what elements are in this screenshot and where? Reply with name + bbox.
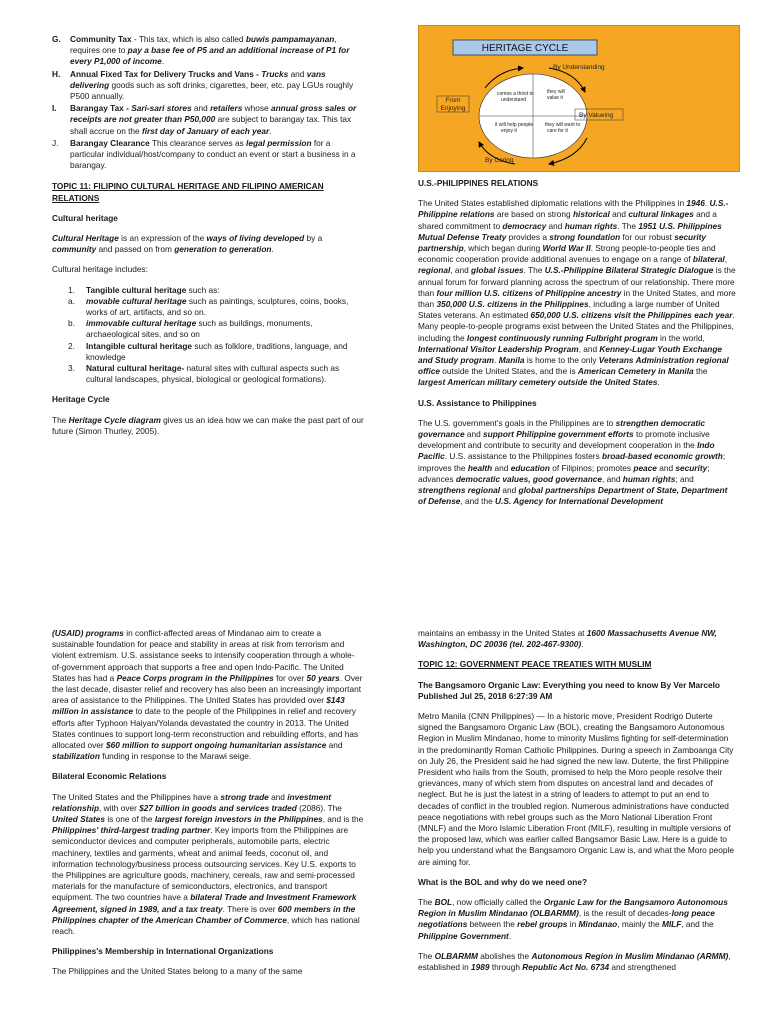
bilateral-paragraph: The United States and the Philippines have a strong trade and investment relationship, with over $27 billion in goods and services traded (2086). The United States is one of the largest foreign investors in the Philippines, and is the Philippines' third-largest trading partner. Key imports from the Philippines are semiconductor devices and computer peripherals, automobile parts, electric machinery, textiles and garments, wheat and animal feeds, coconut oil, and information technology/business process outsourcing services. Key U.S. exports to the Philippines are agriculture goods, machinery, cereals, raw and semi-processed materials for the manufacture of semiconductors, electronics, and transport equipment. The two countries have a bilateral Trade and Investment Framework Agreement, signed in 1989, and a tax treaty. There is over 600 members in the Philippines chapter of the American Chamber of Commerce, which has national reach. [52, 791, 364, 937]
topic-12-heading: TOPIC 12: GOVERNMENT PEACE TREATIES WITH MUSLIM [418, 659, 652, 670]
diagram-title: HERITAGE CYCLE [481, 43, 569, 54]
heritage-cycle-diagram [418, 25, 740, 172]
list-item: I. Barangay Tax - Sari-sari stores and retailers whose annual gross sales or receipts are not greater than P50,000 are subject to barangay tax. This tax shall accrue on the first day of January of each year. [52, 103, 357, 136]
membership-paragraph: The Philippines and the United States belong to a many of the same [52, 966, 303, 977]
label-from: From [445, 97, 461, 104]
cycle-q3-line1: it will help people [495, 122, 534, 128]
cycle-q4-line1: they will want to [545, 122, 581, 128]
label-by-caring: By Caring [485, 157, 514, 164]
list-item: a. movable cultural heritage such as paintings, sculptures, coins, books, works of art, artifacts, and so on. [68, 295, 349, 318]
cycle-q3-line2: enjoy it [501, 128, 517, 134]
us-assistance-heading: U.S. Assistance to Philippines [418, 397, 537, 408]
cultural-heritage-heading: Cultural heritage [52, 212, 118, 223]
cycle-q2-line2: value it [547, 95, 563, 101]
list-item: 1. Tangible cultural heritage such as: [68, 284, 220, 295]
bol-paragraph: Metro Manila (CNN Philippines) — In a historic move, President Rodrigo Duterte signed the Bangsamoro Organic Law (BOL), creating the Bangsamoro Autonomous Region in Muslim Mindanao, home to minority Muslims fighting for self-determination in the predominantly Roman Catholic Philippines. During a speech in Zamboanga City on July 26, the President said he had signed the new law. Duterte, the first Philippine President who hails from the South, promised to help the Moro people resolve their grievances, many of which stem from disputes on ancestral land and decades of neglect. But he is just the latest in a string of leaders to attempt to put an end to decades of conflict in the troubled region. Numerous administrations have conducted peace negotiations with rebel groups such as the Moro National Liberation Front (MNLF) and the Moro Islamic Liberation Front (MILF), resulting in multiple versions of the proposed law, which was earlier called Bangsamor Basic Law. Here is a guide to help you understand what the Bangsamoro Organic Law is, and what the Moro people are aiming for. [418, 711, 734, 867]
heritage-cycle-svg [419, 26, 739, 171]
list-item: b. immovable cultural heritage such as buildings, monuments, archaeological sites, and so on [68, 318, 313, 340]
cycle-q2-line1: they will [547, 89, 565, 95]
cycle-q4-line2: care for it [547, 128, 568, 134]
cycle-q1-line2: understand [501, 97, 527, 103]
label-by-valueing: By Valueing [579, 112, 614, 119]
cycle-q1-line1: comes a thirst to [497, 91, 534, 97]
includes-intro: Cultural heritage includes: [52, 264, 148, 275]
cultural-heritage-paragraph: Cultural Heritage is an expression of the ways of living developed by a community and passed on from generation to generation. [52, 233, 323, 255]
list-item: J. Barangay Clearance This clearance serves as legal permission for a particular individual/host/company to conduct an event or start a business in a barangay. [52, 137, 356, 171]
heritage-cycle-heading: Heritage Cycle [52, 394, 110, 405]
us-assistance-paragraph: The U.S. government's goals in the Philippines are to strengthen democratic governance and support Philippine government efforts to promote inclusive development and contribute to security and development cooperation in the Indo Pacific. U.S. assistance to the Philippines fosters broad-based economic growth; improves the health and education of Filipinos; promotes peace and security; advances democratic values, good governance, and human rights; and strengthens regional and global partnerships Department of State, Department of Defense, and the U.S. Agency for International Development [418, 417, 728, 507]
embassy-paragraph: maintains an embassy in the United States at 1600 Massachusetts Avenue NW, Washington, DC 20036 (tel. 202-467-9300). [418, 628, 717, 650]
left-column-bottom [52, 628, 364, 987]
what-is-bol-paragraph: The BOL, now officially called the Organic Law for the Bangsamoro Autonomous Region in Muslim Mindanao (OLBARMM), is the result of decades-long peace negotiations between the rebel groups in Mindanao, mainly the MILF, and the Philippine Government. [418, 897, 728, 941]
bol-article-header [418, 680, 736, 702]
label-enjoying: Enjoying [440, 105, 466, 112]
what-is-bol-heading: What is the BOL and why do we need one? [418, 876, 588, 887]
heritage-types-list [52, 285, 364, 386]
us-ph-relations-heading: U.S.-PHILIPPINES RELATIONS [418, 178, 539, 188]
us-ph-relations-paragraph: The United States established diplomatic relations with the Philippines in 1946. U.S.-Philippine relations are based on strong historical and cultural linkages and a shared commitment to democracy and human rights. The 1951 U.S. Philippines Mutual Defense Treaty provides a strong foundation for our robust security partnership, which began during World War II. Strong people-to-people ties and economic cooperation provide additional avenues to engage on a range of bilateral, regional, and global issues. The U.S.-Philippine Bilateral Strategic Dialogue is the annual forum for forward planning across the spectrum of our relationship. There more than four million U.S. citizens of Philippine ancestry in the United States, and more than 350,000 U.S. citizens in the Philippines, including a large number of United States veterans. An estimated 650,000 U.S. citizens visit the Philippines each year. Many people-to-people programs exist between the United States and the Philippines, including the longest continuously running Fulbright program in the world, International Visitor Leadership Program, and Kenney-Lugar Youth Exchange and Study program. Manila is home to the only Veterans Administration regional office outside the United States, and the is American Cemetery in Manila the largest American military cemetery outside the United States. [418, 198, 736, 388]
list-item: H. Annual Fixed Tax for Delivery Trucks and Vans - Trucks and vans delivering goods such as soft drinks, cigarettes, beer, etc. pay LGUs roughly P500 annually. [52, 68, 354, 102]
olbarmm-paragraph: The OLBARMM abolishes the Autonomous Region in Muslim Mindanao (ARMM), established in 1989 through Republic Act No. 6734 and strengthened [418, 950, 731, 973]
usaid-paragraph: (USAID) programs in conflict-affected areas of Mindanao aim to create a sustainable foundation for peace and stability in areas at risk from terrorism and violent extremism. U.S. assistance seeks to intensify cooperation through a whole-of-government approach that supports a free and open Indo-Pacific. The United States has had a Peace Corps program in the Philippines for over 50 years. Over the last decade, disaster relief and recovery has also been an increasingly important area of assistance to the Philippines. The United States has provided over $143 million in assistance to date to the people of the Philippines in relief and recovery efforts after Typhoon Haiyan/Yolanda devastated the country in 2013. The United States continues to support long-term reconstruction and rebuilding efforts, and has allocated over $60 million to support ongoing humanitarian assistance and stabilization funding in response to the Marawi seige. [52, 628, 363, 762]
right-column-bottom [418, 628, 736, 982]
heritage-cycle-paragraph: The Heritage Cycle diagram gives us an idea how we can make the past part of our future (Simon Thurley, 2005). [52, 414, 364, 436]
bilateral-heading: Bilateral Economic Relations [52, 771, 167, 782]
right-column-top [418, 178, 736, 516]
left-column-top [52, 34, 364, 446]
bol-article-date: Published Jul 25, 2018 6:27:39 AM [418, 690, 553, 701]
membership-heading: Philippines's Membership in International Organizations [52, 946, 274, 957]
list-item: 3. Natural cultural heritage- natural sites with cultural aspects such as cultural landscapes, physical, biological or geological formations). [68, 363, 340, 385]
bol-article-title: The Bangsamoro Organic Law: Everything you need to know By Ver Marcelo [418, 679, 720, 690]
label-by-understanding: By Understanding [553, 64, 605, 71]
list-item: G. Community Tax - This tax, which is also called buwis pampamayanan, requires one to pay a base fee of P5 and an additional increase of P1 for every P1,000 of income. [52, 34, 350, 67]
tax-list [52, 34, 364, 171]
topic-11-heading: TOPIC 11: FILIPINO CULTURAL HERITAGE AND FILIPINO AMERICAN RELATIONS [52, 181, 324, 203]
list-item: 2. Intangible cultural heritage such as folklore, traditions, language, and knowledge [68, 340, 348, 362]
